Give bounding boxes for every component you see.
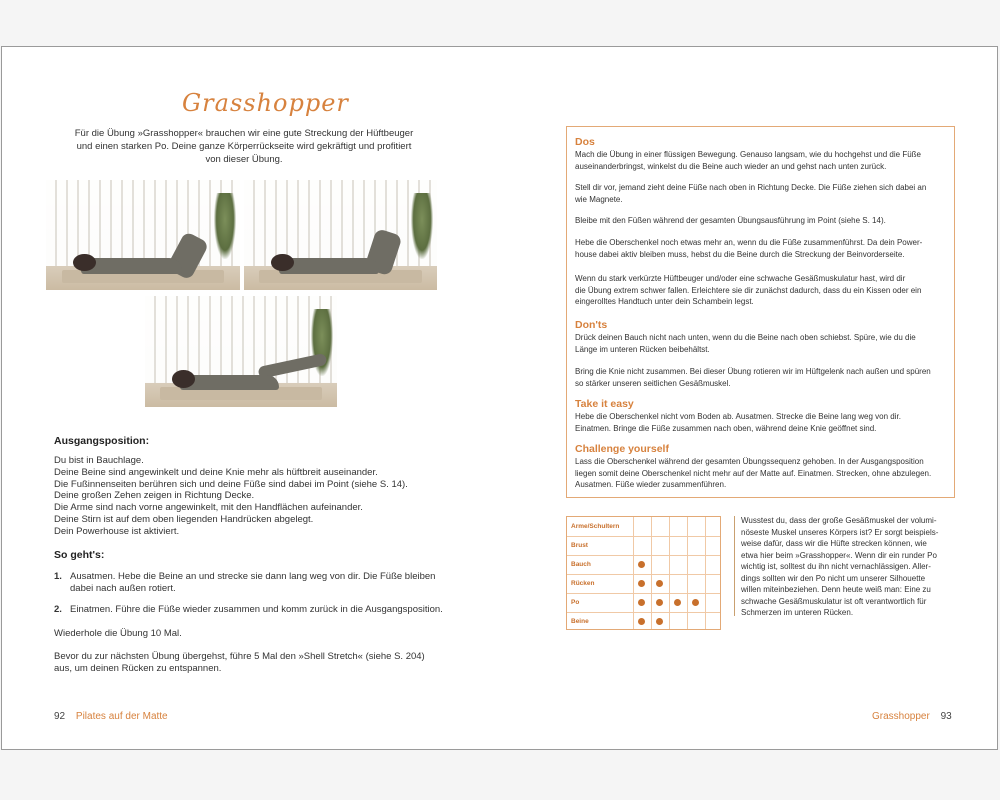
start-line: Deine Beine sind angewinkelt und deine Knie mehr als hüftbreit auseinander.: [54, 466, 378, 478]
take-it-easy-paragraph: [575, 411, 950, 434]
howto-heading: So geht's:: [54, 549, 105, 561]
muscle-row: [567, 555, 720, 575]
info-line: Schmerzen im unteren Rücken.: [741, 608, 854, 617]
dos-line: auseinanderbringst, winkelst du die Beine auch wieder an und gehst nach unten zurück.: [575, 161, 887, 171]
step-line: Ausatmen. Hebe die Beine an und strecke sie dann lang weg von dir. Die Füße bleiben: [70, 571, 436, 582]
intensity-dot: [638, 599, 645, 606]
muscle-row: [567, 593, 720, 613]
info-line: nöseste Muskel unseres Körpers ist? Er sorgt beispiels-: [741, 527, 939, 537]
start-line: Deine großen Zehen zeigen in Richtung Decke.: [54, 490, 255, 502]
muscle-row: [567, 574, 720, 594]
take-it-easy-heading: Take it easy: [575, 398, 634, 410]
intensity-dot: [638, 580, 645, 587]
dos-line: die Übung extrem schwer fallen. Erleichtere sie dir zunächst dadurch, dass du ein Kissen oder ein: [575, 285, 922, 295]
book-spread: [1, 46, 998, 750]
section-name: Grasshopper: [872, 711, 930, 722]
donts-line: Bring die Knie nicht zusammen. Bei dieser Übung rotieren wir im Hüftgelenk nach außen und spüren: [575, 367, 931, 376]
exercise-photo-3: [145, 296, 337, 407]
dos-line: Mach die Übung in einer flüssigen Bewegung. Genauso langsam, wie du hochgehst und die Füße: [575, 150, 921, 159]
muscle-label: Beine: [571, 618, 589, 625]
repeat-line: Wiederhole die Übung 10 Mal.: [54, 628, 182, 639]
start-line: Deine Stirn ist auf dem oben liegenden Handrücken abgelegt.: [54, 513, 314, 525]
muscle-row: [567, 612, 720, 631]
intensity-dot: [656, 599, 663, 606]
intro-line: und einen starken Po. Deine ganze Körperrückseite wird gekräftigt und profitiert: [76, 141, 412, 152]
donts-paragraph: [575, 366, 950, 389]
dos-heading: Dos: [575, 136, 595, 148]
dos-paragraph: [575, 149, 950, 172]
info-line: wichtig ist, solltest du ihn nicht vernachlässigen. Aller-: [741, 562, 931, 571]
muscle-label: Arme/Schultern: [571, 523, 620, 530]
intensity-dot: [656, 618, 663, 625]
easy-line: Einatmen. Bringe die Füße zusammen nach oben, während deine Knie geöffnet sind.: [575, 423, 877, 433]
info-line: etwa hier beim »Grasshopper«. Wenn dir ein runder Po: [741, 550, 937, 560]
next-line: Bevor du zur nächsten Übung übergehst, führe 5 Mal den »Shell Stretch« (siehe S. 204): [54, 651, 425, 662]
info-line: dings sollten wir den Po nicht um unserer Silhouette: [741, 573, 926, 583]
dos-paragraph: [575, 237, 950, 260]
exercise-photo-1: [46, 180, 240, 290]
info-line: Wusstest du, dass der große Gesäßmuskel der volumi-: [741, 516, 937, 525]
tips-box: [566, 126, 955, 498]
start-line: Die Fußinnenseiten berühren sich und deine Füße sind dabei im Point (siehe S. 14).: [54, 478, 408, 490]
section-name: Pilates auf der Matte: [75, 711, 168, 722]
dos-paragraph: [575, 215, 950, 227]
donts-line: Drück deinen Bauch nicht nach unten, wenn du die Beine nach oben schiebst. Spüre, wie du die: [575, 333, 916, 342]
intensity-dot: [656, 580, 663, 587]
step-line: dabei nach außen rotiert.: [70, 582, 176, 594]
dos-line: wie Magnete.: [575, 194, 623, 204]
info-divider: [734, 516, 735, 616]
left-page: [2, 47, 500, 749]
left-footer: [54, 711, 168, 722]
dos-line: Stell dir vor, jemand zieht deine Füße nach oben in Richtung Decke. Die Füße ziehen sich dabei an: [575, 183, 927, 192]
step-number: 2.: [54, 604, 62, 615]
exercise-photo-2: [244, 180, 437, 290]
muscle-row: [567, 517, 720, 537]
donts-paragraph: [575, 332, 950, 355]
start-line: Du bist in Bauchlage.: [54, 455, 144, 466]
info-line: willen miteinbeziehen. Denn heute weiß man: Eine zu: [741, 585, 931, 594]
intensity-dot: [638, 561, 645, 568]
step-line: Einatmen. Führe die Füße wieder zusammen und komm zurück in die Ausgangsposition.: [70, 604, 443, 615]
intensity-dot: [674, 599, 681, 606]
step-1: [54, 571, 454, 597]
challenge-heading: Challenge yourself: [575, 443, 669, 455]
donts-line: so stärker unseren seitlichen Gesäßmuskel.: [575, 378, 731, 388]
repeat-text: [54, 628, 182, 640]
start-position-heading: Ausgangsposition:: [54, 435, 150, 447]
next-exercise-text: [54, 651, 425, 675]
info-line: weise dafür, dass wir die Hüfte strecken können, wie: [741, 539, 927, 548]
dos-line: Hebe die Oberschenkel noch etwas mehr an, wenn du die Füße zusammenführst. Da dein Power-: [575, 238, 923, 247]
right-page: [500, 47, 997, 749]
start-position-text: [54, 455, 408, 538]
intro-text: [66, 127, 422, 166]
donts-heading: Don'ts: [575, 319, 608, 331]
easy-line: Hebe die Oberschenkel nicht vom Boden ab. Ausatmen. Strecke die Beine lang weg von dir.: [575, 412, 901, 421]
info-line: schwache Gesäßmuskulatur ist oft verantwortlich für: [741, 596, 927, 606]
dos-line: Wenn du stark verkürzte Hüftbeuger und/oder eine schwache Gesäßmuskulatur hast, wird dir: [575, 274, 906, 283]
start-line: Die Arme sind nach vorne angewinkelt, mit den Handflächen aufeinander.: [54, 502, 363, 514]
muscle-row: [567, 536, 720, 556]
intro-line: Für die Übung »Grasshopper« brauchen wir eine gute Streckung der Hüftbeuger: [74, 128, 414, 139]
right-footer: [872, 711, 952, 722]
dos-line: eingerolltes Handtuch unter dein Schambein legst.: [575, 297, 754, 306]
challenge-line: liegen somit deine Oberschenkel nicht mehr auf der Matte auf. Einatmen. Strecken, ohne abzulegen.: [575, 468, 932, 478]
dos-paragraph: [575, 182, 950, 205]
exercise-title: Grasshopper: [182, 89, 349, 117]
muscle-label: Rücken: [571, 580, 595, 587]
muscle-label: Brust: [571, 542, 588, 549]
page-number: 93: [940, 711, 952, 722]
info-text: [741, 515, 954, 619]
dos-line: house dabei aktiv bleiben muss, hebst du die Beine durch die Streckung der Beinvorderseite.: [575, 249, 905, 259]
muscle-label: Po: [571, 599, 580, 606]
challenge-line: Ausatmen. Füße wieder zusammenführen.: [575, 480, 727, 489]
next-line: aus, um deinen Rücken zu entspannen.: [54, 662, 222, 674]
dos-line: Bleibe mit den Füßen während der gesamten Übungsausführung im Point (siehe S. 14).: [575, 216, 886, 225]
challenge-line: Lass die Oberschenkel während der gesamten Übungssequenz gehoben. In der Ausgangsposition: [575, 457, 924, 466]
page-number: 92: [54, 711, 66, 722]
muscle-table: [566, 516, 721, 630]
intro-line: von dieser Übung.: [205, 154, 283, 165]
intensity-dot: [692, 599, 699, 606]
step-number: 1.: [54, 571, 62, 582]
start-line: Dein Powerhouse ist aktiviert.: [54, 525, 180, 537]
muscle-label: Bauch: [571, 561, 591, 568]
intensity-dot: [638, 618, 645, 625]
dos-paragraph: [575, 273, 950, 308]
donts-line: Länge im unteren Rücken beibehältst.: [575, 344, 710, 354]
step-2: [54, 604, 454, 618]
challenge-paragraph: [575, 456, 950, 491]
